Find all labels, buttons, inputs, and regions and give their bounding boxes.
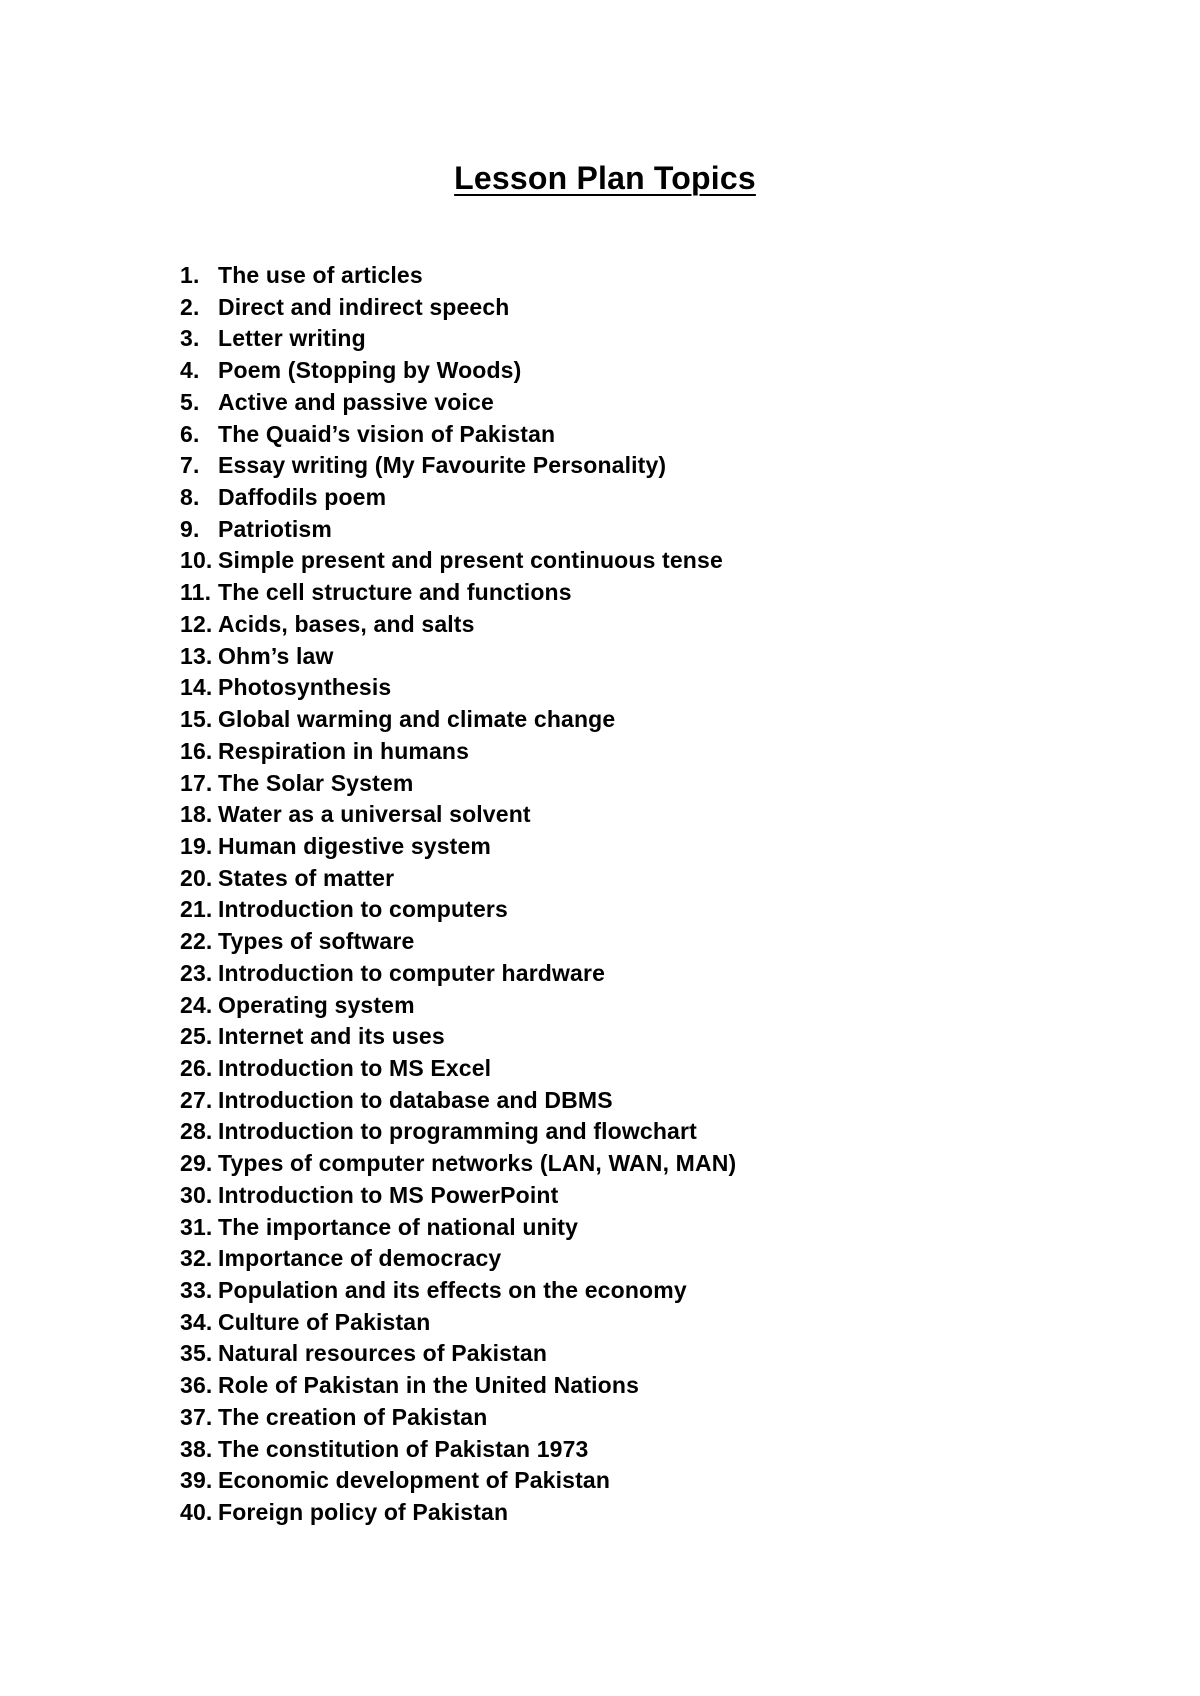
- topic-text: Types of software: [218, 928, 415, 955]
- list-item: [180, 389, 736, 421]
- topic-number: 34.: [180, 1308, 213, 1335]
- list-item: [180, 896, 736, 928]
- topic-text: Foreign policy of Pakistan: [218, 1499, 509, 1526]
- topic-number: 35.: [180, 1340, 213, 1367]
- topic-number: 13.: [180, 642, 213, 669]
- page-title: Lesson Plan Topics: [454, 160, 756, 196]
- topic-text: Daffodils poem: [218, 484, 387, 511]
- list-item: [180, 770, 736, 802]
- topic-text: Introduction to computer hardware: [218, 959, 606, 986]
- topic-number: 26.: [180, 1054, 213, 1081]
- topic-number: 6.: [180, 420, 200, 447]
- list-item: [180, 452, 736, 484]
- list-item: [180, 1309, 736, 1341]
- topic-number: 27.: [180, 1086, 213, 1113]
- list-item: [180, 643, 736, 675]
- topic-number: 4.: [180, 357, 200, 384]
- list-item: [180, 1023, 736, 1055]
- topic-number: 36.: [180, 1372, 213, 1399]
- topic-number: 7.: [180, 452, 200, 479]
- list-item: [180, 1404, 736, 1436]
- topic-text: Introduction to MS PowerPoint: [218, 1181, 559, 1208]
- topic-text: The Solar System: [218, 769, 414, 796]
- list-item: [180, 928, 736, 960]
- list-item: [180, 421, 736, 453]
- topic-number: 29.: [180, 1150, 213, 1177]
- topic-text: States of matter: [218, 864, 395, 891]
- list-item: [180, 960, 736, 992]
- topic-text: Essay writing (My Favourite Personality): [218, 452, 667, 479]
- topic-text: Simple present and present continuous tense: [218, 547, 723, 574]
- list-item: [180, 611, 736, 643]
- list-item: [180, 1436, 736, 1468]
- list-item: [180, 706, 736, 738]
- topic-text: Water as a universal solvent: [218, 801, 531, 828]
- topic-text: The Quaid’s vision of Pakistan: [218, 420, 556, 447]
- topic-number: 37.: [180, 1403, 213, 1430]
- topic-number: 8.: [180, 484, 200, 511]
- topic-text: The importance of national unity: [218, 1213, 579, 1240]
- topic-number: 31.: [180, 1213, 213, 1240]
- list-item: [180, 262, 736, 294]
- list-item: [180, 1055, 736, 1087]
- topic-text: The use of articles: [218, 262, 423, 288]
- list-item: [180, 1087, 736, 1119]
- topic-number: 19.: [180, 832, 213, 859]
- list-item: [180, 484, 736, 516]
- list-item: [180, 801, 736, 833]
- list-item: [180, 357, 736, 389]
- list-item: [180, 294, 736, 326]
- list-item: [180, 865, 736, 897]
- topic-number: 20.: [180, 864, 213, 891]
- topic-text: Direct and indirect speech: [218, 293, 510, 320]
- topic-text: Types of computer networks (LAN, WAN, MAN): [218, 1150, 737, 1177]
- topic-text: Introduction to programming and flowchart: [218, 1118, 697, 1145]
- list-item: [180, 547, 736, 579]
- topic-text: Economic development of Pakistan: [218, 1467, 611, 1494]
- topic-number: 3.: [180, 325, 200, 352]
- list-item: [180, 325, 736, 357]
- topic-text: Role of Pakistan in the United Nations: [218, 1372, 640, 1399]
- topic-text: Introduction to database and DBMS: [218, 1086, 613, 1113]
- topic-text: Importance of democracy: [218, 1245, 502, 1272]
- list-item: [180, 1182, 736, 1214]
- topic-number: 12.: [180, 610, 213, 637]
- topic-number: 15.: [180, 706, 213, 733]
- topic-number: 22.: [180, 928, 213, 955]
- topic-text: Human digestive system: [218, 832, 492, 859]
- topic-text: The cell structure and functions: [218, 579, 572, 606]
- topic-text: Patriotism: [218, 515, 332, 542]
- list-item: [180, 1118, 736, 1150]
- topic-number: 16.: [180, 737, 213, 764]
- topic-number: 9.: [180, 515, 200, 542]
- topic-text: Ohm’s law: [218, 642, 334, 669]
- list-item: [180, 738, 736, 770]
- topic-text: Active and passive voice: [218, 388, 494, 415]
- list-item: [180, 1372, 736, 1404]
- topic-number: 30.: [180, 1181, 213, 1208]
- topic-text: Operating system: [218, 991, 415, 1018]
- list-item: [180, 1340, 736, 1372]
- topic-number: 14.: [180, 674, 213, 701]
- topic-list: [180, 262, 736, 1531]
- topic-number: 21.: [180, 896, 213, 923]
- topic-number: 24.: [180, 991, 213, 1018]
- topic-text: Internet and its uses: [218, 1023, 445, 1050]
- topic-text: Acids, bases, and salts: [218, 610, 475, 637]
- topic-number: 33.: [180, 1277, 213, 1303]
- topic-text: Population and its effects on the economy: [218, 1277, 687, 1303]
- topic-text: Poem (Stopping by Woods): [218, 357, 522, 384]
- list-item: [180, 674, 736, 706]
- topic-number: 2.: [180, 293, 200, 320]
- topic-number: 28.: [180, 1118, 213, 1145]
- list-item: [180, 579, 736, 611]
- list-item: [180, 833, 736, 865]
- topic-text: Letter writing: [218, 325, 366, 352]
- topic-number: 39.: [180, 1467, 213, 1494]
- list-item: [180, 1214, 736, 1246]
- topic-number: 18.: [180, 801, 213, 828]
- topic-number: 17.: [180, 769, 213, 796]
- list-item: [180, 516, 736, 548]
- list-item: [180, 992, 736, 1024]
- topic-number: 10.: [180, 547, 213, 574]
- topic-text: Respiration in humans: [218, 737, 470, 764]
- topic-number: 1.: [180, 262, 200, 288]
- topic-text: Introduction to MS Excel: [218, 1054, 492, 1081]
- topic-text: Natural resources of Pakistan: [218, 1340, 548, 1367]
- topic-text: Introduction to computers: [218, 896, 508, 923]
- list-item: [180, 1467, 736, 1499]
- topic-number: 25.: [180, 1023, 213, 1050]
- topic-text: Photosynthesis: [218, 674, 392, 701]
- topic-number: 5.: [180, 388, 200, 415]
- topic-text: The constitution of Pakistan 1973: [218, 1435, 589, 1462]
- topic-number: 38.: [180, 1435, 213, 1462]
- list-item: [180, 1150, 736, 1182]
- list-item: [180, 1245, 736, 1277]
- topic-number: 23.: [180, 959, 213, 986]
- list-item: [180, 1277, 736, 1309]
- topic-text: Culture of Pakistan: [218, 1308, 431, 1335]
- topic-text: Global warming and climate change: [218, 706, 616, 733]
- topic-number: 32.: [180, 1245, 213, 1272]
- topic-number: 11.: [180, 579, 212, 606]
- topic-text: The creation of Pakistan: [218, 1403, 488, 1430]
- topic-number: 40.: [180, 1499, 213, 1526]
- list-item: [180, 1499, 736, 1531]
